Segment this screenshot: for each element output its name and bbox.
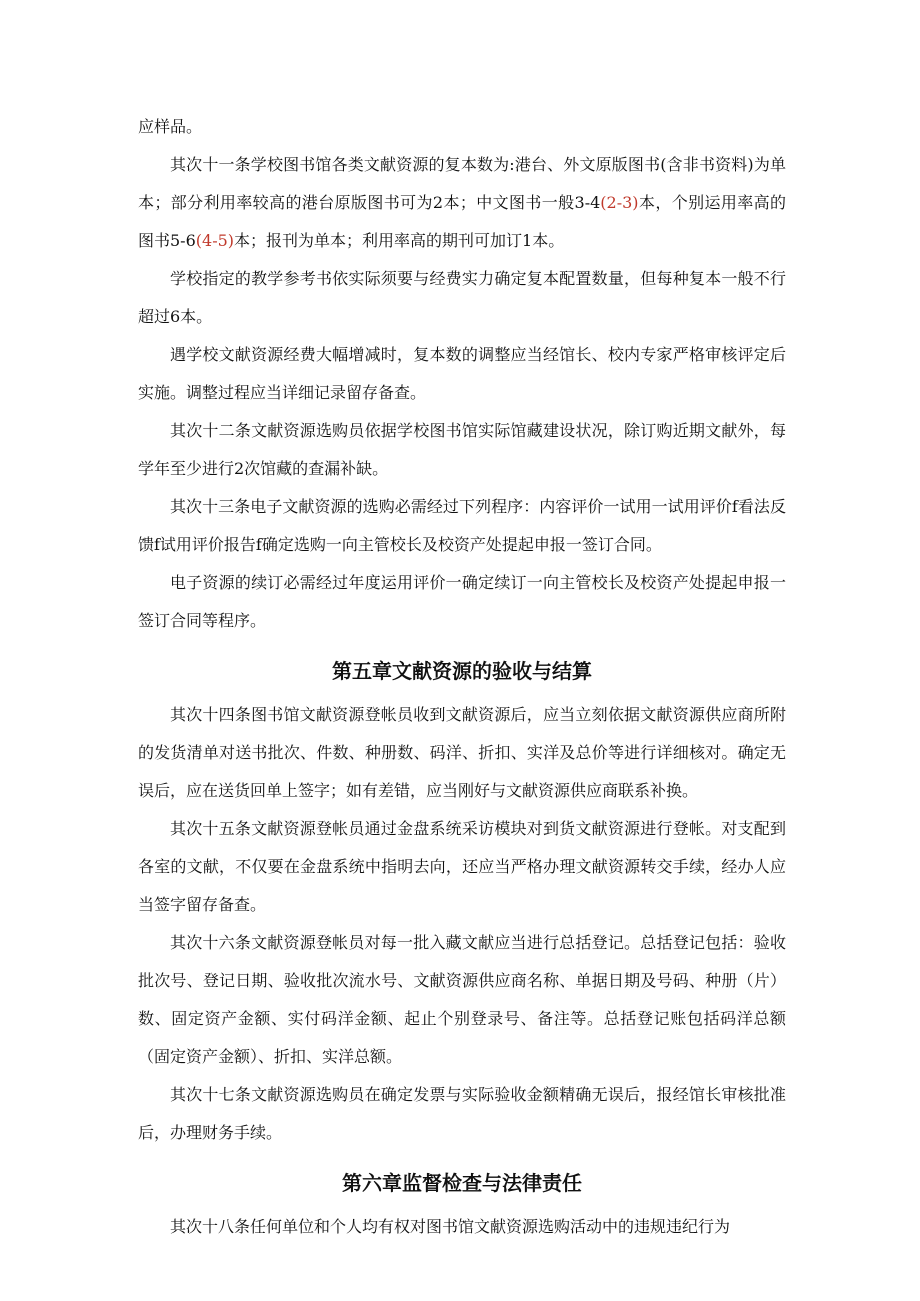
paragraph-reference-books: 学校指定的教学参考书依实际须要与经费实力确定复本配置数量，但每种复本一般不行超过6本。 (138, 269, 786, 326)
paragraph-article-27: 其次十七条文献资源选购员在确定发票与实际验收金额精确无误后，报经馆长审核批准后，办理财务手续。 (138, 1085, 786, 1142)
paragraph-article-25: 其次十五条文献资源登帐员通过金盘系统采访模块对到货文献资源进行登帐。对支配到各室的文献，不仅要在金盘系统中指明去向，还应当严格办理文献资源转交手续，经办人应当签字留存备查。 (138, 819, 786, 914)
chapter-6-heading: 第六章监督检查与法律责任 (342, 1171, 582, 1195)
paragraph-article-22: 其次十二条文献资源选购员依据学校图书馆实际馆藏建设状况，除订购近期文献外，每学年至少进行2次馆藏的查漏补缺。 (138, 421, 786, 478)
paragraph-article-26: 其次十六条文献资源登帐员对每一批入藏文献应当进行总括登记。总括登记包括：验收批次号、登记日期、验收批次流水号、文献资源供应商名称、单据日期及号码、种册（片）数、固定资产金额、实付码洋金额、起止个别登录号、备注等。总括登记账包括码洋总额（固定资产金额）、折扣、实洋总额。 (138, 933, 786, 1066)
paragraph-article-28: 其次十八条任何单位和个人均有权对图书馆文献资源选购活动中的违规违纪行为 (170, 1217, 731, 1236)
article-21-text-b: 本，个别运用率高的图书5-6 (138, 193, 786, 250)
paragraph-renewal: 电子资源的续订必需经过年度运用评价一确定续订一向主管校长及校资产处提起申报一签订合同等程序。 (138, 573, 786, 630)
chapter-5-heading: 第五章文献资源的验收与结算 (332, 659, 592, 683)
revision-mark-1: (2-3) (600, 193, 639, 212)
article-21-text-a: 其次十一条学校图书馆各类文献资源的复本数为:港台、外文原版图书(含非书资料)为单本；部分利用率较高的港台原版图书可为2本；中文图书一般3-4 (138, 155, 786, 212)
paragraph-article-24: 其次十四条图书馆文献资源登帐员收到文献资源后，应当立刻依据文献资源供应商所附的发货清单对送书批次、件数、种册数、码洋、折扣、实洋及总价等进行详细核对。确定无误后，应在送货回单上签字；如有差错，应当刚好与文献资源供应商联系补换。 (138, 705, 786, 800)
article-21-text-c: 本；报刊为单本；利用率高的期刊可加订1本。 (234, 231, 565, 250)
paragraph-article-23: 其次十三条电子文献资源的选购必需经过下列程序：内容评价一试用一试用评价f看法反馈f试用评价报告f确定选购一向主管校长及校资产处提起申报一签订合同。 (138, 497, 786, 554)
document-page (138, 108, 786, 1246)
revision-mark-2: (4-5) (195, 231, 235, 250)
paragraph-funding-change: 遇学校文献资源经费大幅增减时，复本数的调整应当经馆长、校内专家严格审核评定后实施。调整过程应当详细记录留存备查。 (138, 345, 786, 402)
paragraph-article-21 (138, 146, 786, 260)
paragraph-continuation: 应样品。 (138, 117, 203, 136)
